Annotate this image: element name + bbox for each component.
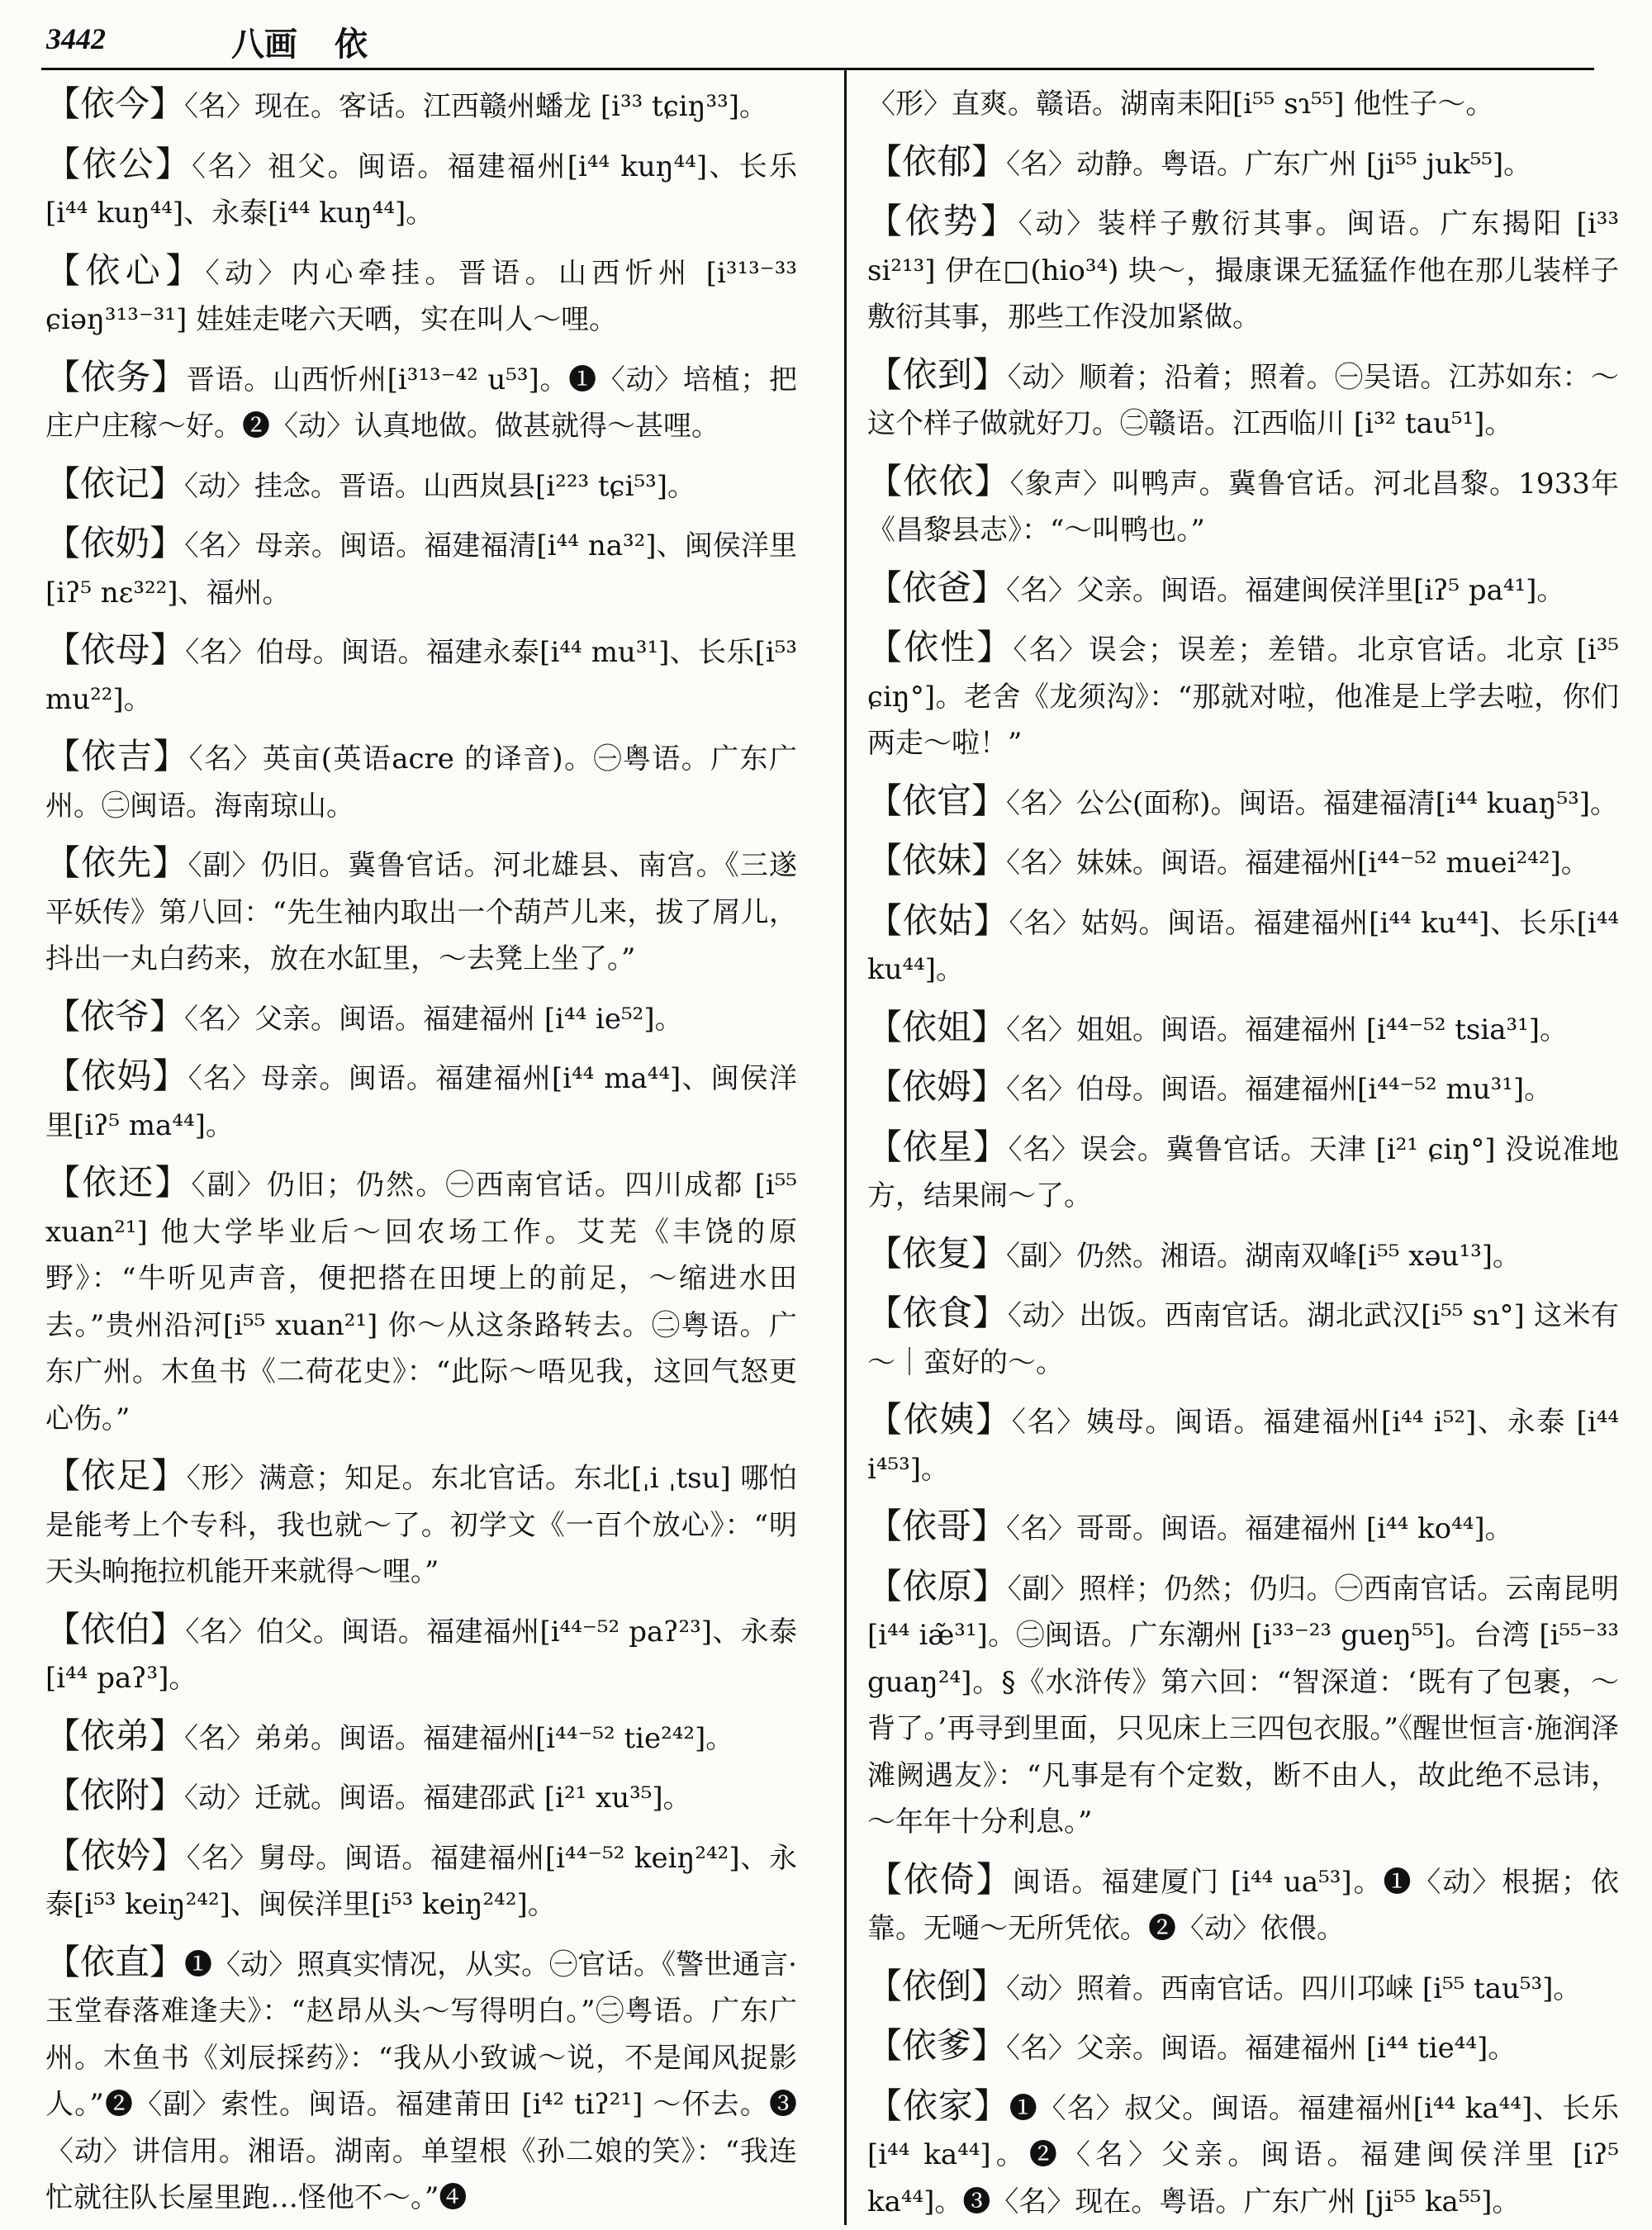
- entry-definition: ❶〈动〉照真实情况，从实。㊀官话。《警世通言·玉堂春落难逢夫》：“赵昂从头～写得明白。”㊁粤语。广东广州。木鱼书《刘辰採药》：“我从小致诚～说，不是闻风捉影人。”❷〈副〉索性。闽语。福建莆田 [i⁴² tiʔ²¹] ～伓去。❸〈动〉讲信用。湘语。湖南。单望根《孙二娘的笑》：“我连忙就往队长屋里跑…怪他不～。”❹: [45, 1948, 797, 2214]
- bracket-close: 】: [150, 523, 185, 563]
- bracket-close: 】: [150, 995, 185, 1037]
- entry-definition: 〈动〉照着。西南官话。四川邛崃 [i⁵⁵ tau⁵³]。: [1006, 1971, 1582, 2005]
- entry-headword: 依记: [80, 463, 150, 504]
- dictionary-entry: [45, 1453, 797, 1596]
- entry-headword: 依食: [902, 1293, 973, 1333]
- entry-definition: 〈动〉顺着；沿着；照着。㊀吴语。江苏如东：～这个样子做就好刀。㊁赣语。江西临川 [i³² tau⁵¹]。: [867, 360, 1619, 440]
- bracket-open: 【: [867, 460, 904, 501]
- dictionary-entry: [867, 565, 1619, 614]
- dictionary-entry: [867, 1857, 1619, 1952]
- entry-headword: 依还: [82, 1162, 155, 1203]
- dictionary-entry: [867, 458, 1619, 554]
- bracket-close: 】: [154, 143, 192, 184]
- entry-headword: 依家: [902, 2085, 974, 2126]
- dictionary-entry: [867, 352, 1619, 448]
- right-column: [867, 81, 1619, 2220]
- bracket-open: 【: [867, 2025, 903, 2066]
- bracket-close: 】: [971, 1965, 1007, 2006]
- bracket-close: 】: [972, 1293, 1008, 1333]
- bracket-close: 】: [154, 1162, 192, 1203]
- entry-definition: 〈动〉装样子敷衍其事。闽语。广东揭阳 [i³³ si²¹³] 伊在□(hio³⁴) 块～，撮康课无猛猛作他在那儿装样子敷衍其事，那些工作没加紧做。: [867, 207, 1619, 334]
- entry-headword: 依姆: [902, 1066, 972, 1107]
- bracket-open: 【: [45, 1455, 81, 1496]
- bracket-close: 】: [972, 1565, 1008, 1606]
- entry-headword: 依爹: [902, 2025, 972, 2066]
- bracket-close: 】: [971, 1066, 1007, 1107]
- bracket-close: 】: [972, 353, 1008, 395]
- entry-headword: 依吉: [81, 736, 154, 776]
- entry-definition: 〈名〉公公(面称)。闽语。福建福清[i⁴⁴ kuaŋ⁵³]。: [1006, 786, 1618, 820]
- dictionary-entry: [45, 1772, 797, 1822]
- entry-definition: 〈动〉内心牵挂。晋语。山西忻州 [i³¹³⁻³³ ɕiəŋ³¹³⁻³¹] 娃娃走咾六天哂，实在叫人～哩。: [45, 256, 797, 336]
- bracket-open: 【: [867, 1006, 903, 1047]
- dictionary-entry: [45, 1939, 797, 2221]
- entry-definition: 〈名〉哥哥。闽语。福建福州 [i⁴⁴ ko⁴⁴]。: [1006, 1512, 1513, 1545]
- bracket-close: 】: [153, 736, 189, 776]
- entry-headword: 依伯: [80, 1608, 150, 1649]
- bracket-close: 】: [150, 83, 185, 124]
- dictionary-entry: [867, 1397, 1619, 1492]
- bracket-open: 【: [45, 736, 82, 776]
- entry-definition: 〈名〉动静。粤语。广东广州 [ji⁵⁵ juk⁵⁵]。: [1006, 147, 1532, 181]
- entry-definition: 〈名〉伯母。闽语。福建永泰[i⁴⁴ mu³¹]、长乐[i⁵³ mu²²]。: [45, 636, 797, 716]
- entry-definition: 〈动〉迁就。闽语。福建邵武 [i²¹ xu³⁵]。: [184, 1782, 691, 1815]
- entry-definition: 晋语。山西忻州[i³¹³⁻⁴² u⁵³]。❶〈动〉培植；把庄户庄稼～好。❷〈动〉认真地做。做甚就得～甚哩。: [45, 363, 797, 443]
- dictionary-entry: [45, 1160, 797, 1442]
- bracket-open: 【: [867, 140, 903, 182]
- entry-headword: 依妹: [902, 840, 972, 880]
- bracket-open: 【: [867, 1126, 903, 1167]
- bracket-open: 【: [867, 1232, 903, 1274]
- entry-definition: 〈名〉母亲。闽语。福建福州[i⁴⁴ ma⁴⁴]、闽侯洋里[iʔ⁵ ma⁴⁴]。: [45, 1062, 797, 1142]
- entry-headword: 依倚: [903, 1858, 976, 1900]
- bracket-close: 】: [150, 629, 186, 670]
- bracket-open: 【: [45, 249, 86, 291]
- entry-headword: 依直: [80, 1941, 150, 1982]
- left-column: [45, 81, 797, 2220]
- entry-definition: 〈名〉祖父。闽语。福建福州[i⁴⁴ kuŋ⁴⁴]、长乐[i⁴⁴ kuŋ⁴⁴]、永泰[i⁴⁴ kuŋ⁴⁴]。: [45, 149, 797, 230]
- bracket-close: 】: [971, 2025, 1007, 2066]
- entry-headword: 依势: [904, 201, 981, 241]
- entry-headword: 依妈: [81, 1056, 153, 1096]
- bracket-open: 【: [867, 1506, 903, 1546]
- entry-definition: 〈名〉父亲。闽语。福建闽侯洋里[iʔ⁵ pa⁴¹]。: [1006, 573, 1565, 607]
- bracket-open: 【: [867, 567, 903, 608]
- bracket-close: 】: [151, 1455, 187, 1496]
- bracket-open: 【: [45, 995, 81, 1037]
- dictionary-entry: [45, 141, 797, 237]
- entry-headword: 依性: [904, 627, 977, 667]
- dictionary-entry: [867, 198, 1619, 341]
- entry-headword: 依附: [80, 1775, 150, 1815]
- bracket-close: 】: [973, 899, 1009, 941]
- entry-headword: 依官: [902, 780, 972, 821]
- bracket-close: 】: [971, 1232, 1007, 1274]
- dictionary-entry: [867, 624, 1619, 767]
- bracket-close: 】: [150, 463, 185, 504]
- entry-definition: 〈名〉误会；误差；差错。北京官话。北京 [i³⁵ ɕiŋ°]。老舍《龙须沟》：“那就对啦，他准是上学去啦，你们两走～啦！”: [867, 633, 1619, 760]
- bracket-open: 【: [45, 842, 82, 883]
- entry-definition: 闽语。福建厦门 [i⁴⁴ ua⁵³]。❶〈动〉根据；依靠。无嗵～无所凭依。❷〈动〉依偎。: [867, 1865, 1619, 1945]
- bracket-close: 】: [150, 1608, 186, 1649]
- bracket-open: 【: [867, 780, 903, 821]
- entry-definition: 〈名〉伯母。闽语。福建福州[i⁴⁴⁻⁵² mu³¹]。: [1006, 1073, 1553, 1106]
- entry-headword: 依到: [902, 353, 973, 395]
- dictionary-entry: [45, 733, 797, 829]
- bracket-open: 【: [867, 353, 903, 395]
- dictionary-entry: [45, 461, 797, 510]
- bracket-open: 【: [45, 629, 81, 670]
- bracket-open: 【: [45, 463, 81, 504]
- column-divider: [844, 69, 847, 2225]
- bracket-open: 【: [45, 1941, 81, 1982]
- entry-headword: 依妗: [80, 1834, 152, 1876]
- entry-definition: 〈名〉父亲。闽语。福建福州 [i⁴⁴ ie⁵²]。: [184, 1002, 683, 1036]
- bracket-close: 】: [150, 1941, 185, 1982]
- dictionary-entry: [867, 2023, 1619, 2072]
- entry-definition: 〈名〉姐姐。闽语。福建福州 [i⁴⁴⁻⁵² tsia³¹]。: [1006, 1013, 1569, 1046]
- dictionary-entry: [867, 1963, 1619, 2013]
- entry-definition: 〈名〉现在。客话。江西赣州蟠龙 [i³³ tɕiŋ³³]。: [184, 90, 768, 123]
- entry-headword: 依母: [80, 629, 150, 670]
- continued-entry-text: 〈形〉直爽。赣语。湖南耒阳[i⁵⁵ sɿ⁵⁵] 他性子～。: [867, 88, 1494, 121]
- entry-definition: 〈名〉姑妈。闽语。福建福州[i⁴⁴ ku⁴⁴]、长乐[i⁴⁴ ku⁴⁴]。: [867, 906, 1619, 986]
- dictionary-entry: [867, 1563, 1619, 1846]
- bracket-open: 【: [867, 201, 905, 241]
- entry-headword: 依爷: [80, 995, 150, 1037]
- bracket-open: 【: [867, 2085, 903, 2126]
- bracket-open: 【: [45, 1162, 83, 1203]
- dictionary-entry: [45, 520, 797, 616]
- bracket-close: 】: [980, 201, 1018, 241]
- stroke-count: 八画: [231, 25, 297, 64]
- entry-headword: 依心: [85, 249, 166, 291]
- bracket-open: 【: [867, 1399, 904, 1440]
- bracket-open: 【: [867, 1293, 903, 1333]
- dictionary-entry: [45, 354, 797, 450]
- entry-definition: 〈名〉英亩(英语acre 的译音)。㊀粤语。广东广州。㊁闽语。海南琼山。: [45, 743, 797, 823]
- entry-headword: 依务: [80, 356, 152, 397]
- bracket-close: 】: [150, 1775, 185, 1815]
- entry-headword: 依今: [80, 83, 150, 124]
- bracket-open: 【: [867, 1965, 903, 2006]
- entry-headword: 依依: [903, 460, 975, 501]
- entry-headword: 依姑: [902, 899, 974, 941]
- dictionary-entry: [867, 1290, 1619, 1386]
- bracket-close: 】: [151, 356, 187, 397]
- dictionary-entry: [867, 1064, 1619, 1113]
- dictionary-entry: [867, 1231, 1619, 1280]
- bracket-close: 】: [976, 1399, 1012, 1440]
- dictionary-entry: [867, 778, 1619, 828]
- entry-definition: 〈名〉弟弟。闽语。福建福州[i⁴⁴⁻⁵² tie²⁴²]。: [184, 1721, 734, 1755]
- bracket-close: 】: [972, 1126, 1009, 1167]
- bracket-open: 【: [867, 627, 904, 667]
- dictionary-entry: [45, 840, 797, 983]
- entry-definition: 〈动〉出饭。西南官话。湖北武汉[i⁵⁵ sɿ°] 这米有～｜蛮好的～。: [867, 1299, 1619, 1379]
- bracket-close: 】: [971, 140, 1007, 182]
- bracket-open: 【: [867, 1858, 904, 1900]
- entry-headword: 依爸: [902, 567, 972, 608]
- bracket-close: 】: [152, 1056, 188, 1096]
- bracket-open: 【: [867, 1066, 903, 1107]
- entry-headword: 依足: [80, 1455, 152, 1496]
- page-number: 3442: [46, 22, 106, 55]
- entry-headword: 依公: [82, 143, 155, 184]
- entry-headword: 依姨: [903, 1399, 976, 1440]
- entry-headword: 依哥: [902, 1506, 972, 1546]
- entry-headword: 依倒: [902, 1965, 972, 2006]
- dictionary-entry: [867, 2083, 1619, 2221]
- dictionary-entry: [45, 1606, 797, 1702]
- bracket-open: 【: [45, 356, 81, 397]
- entry-definition: 〈名〉父亲。闽语。福建福州 [i⁴⁴ tie⁴⁴]。: [1006, 2032, 1517, 2065]
- bracket-close: 】: [971, 780, 1007, 821]
- entry-headword: 依星: [902, 1126, 973, 1167]
- bracket-close: 】: [974, 460, 1010, 501]
- bracket-open: 【: [867, 840, 903, 880]
- dictionary-entry: [45, 81, 797, 130]
- dictionary-entry: [867, 898, 1619, 994]
- bracket-open: 【: [45, 1715, 81, 1756]
- bracket-open: 【: [45, 523, 81, 563]
- dictionary-entry: [45, 1713, 797, 1763]
- entry-definition: 〈形〉满意；知足。东北官话。东北[ˌi ˌtsu] 哪怕是能考上个专科，我也就～了。初学文《一百个放心》：“明天头晌拖拉机能开来就得～哩。”: [45, 1462, 797, 1588]
- entry-definition: 〈名〉舅母。闽语。福建福州[i⁴⁴⁻⁵² keiŋ²⁴²]、永泰[i⁵³ keiŋ²⁴²]、闽侯洋里[i⁵³ keiŋ²⁴²]。: [45, 1841, 797, 1921]
- entry-headword: 依姐: [902, 1006, 972, 1047]
- entry-definition: 〈名〉误会。冀鲁官话。天津 [i²¹ ɕiŋ°] 没说准地方，结果闹～了。: [867, 1132, 1619, 1212]
- dictionary-entry: [867, 139, 1619, 188]
- dictionary-entry: [45, 627, 797, 723]
- head-character: 依: [335, 25, 368, 64]
- bracket-close: 】: [971, 1006, 1007, 1047]
- bracket-close: 】: [971, 1506, 1007, 1546]
- entry-definition: ❶〈名〉叔父。闽语。福建福州[i⁴⁴ ka⁴⁴]、长乐 [i⁴⁴ ka⁴⁴]。❷〈名〉父亲。闽语。福建闽侯洋里 [iʔ⁵ ka⁴⁴]。❸〈名〉现在。粤语。广东广州 [ji⁵⁵ ka⁵⁵]。: [867, 2091, 1619, 2218]
- entry-headword: 依复: [902, 1232, 972, 1274]
- bracket-close: 】: [973, 2085, 1009, 2126]
- entry-headword: 依原: [902, 1565, 973, 1606]
- bracket-close: 】: [152, 842, 188, 883]
- dictionary-entry: [867, 837, 1619, 887]
- dictionary-entry: [45, 248, 797, 344]
- bracket-open: 【: [45, 1056, 82, 1096]
- entry-definition: 〈象声〉叫鸭声。冀鲁官话。河北昌黎。1933年《昌黎县志》：“～叫鸭也。”: [867, 467, 1619, 547]
- page-header: [41, 0, 1594, 70]
- dictionary-entry: [867, 1004, 1619, 1054]
- entry-headword: 依郁: [902, 140, 972, 182]
- bracket-open: 【: [45, 1775, 81, 1815]
- entry-definition: 〈副〉仍旧。冀鲁官话。河北雄县、南宫。《三遂平妖传》第八回：“先生袖内取出一个葫芦儿来，拔了屑儿，抖出一丸白药来，放在水缸里，～去凳上坐了。”: [45, 849, 797, 975]
- bracket-close: 】: [976, 627, 1014, 667]
- dictionary-entry: [45, 1833, 797, 1929]
- bracket-open: 【: [45, 1834, 81, 1876]
- entry-definition: 〈名〉姨母。闽语。福建福州[i⁴⁴ i⁵²]、永泰 [i⁴⁴ i⁴⁵³]。: [867, 1406, 1619, 1486]
- entry-definition: 〈动〉挂念。晋语。山西岚县[i²²³ tɕi⁵³]。: [184, 469, 695, 503]
- bracket-open: 【: [45, 1608, 81, 1649]
- dictionary-entry: [867, 1124, 1619, 1220]
- dictionary-entry: [45, 994, 797, 1043]
- bracket-close: 】: [971, 567, 1007, 608]
- dictionary-entry: [867, 1503, 1619, 1553]
- bracket-close: 】: [165, 249, 206, 291]
- bracket-close: 】: [151, 1834, 187, 1876]
- dictionary-entry: [45, 1053, 797, 1149]
- bracket-close: 】: [971, 840, 1007, 880]
- entry-definition: 〈名〉母亲。闽语。福建福清[i⁴⁴ na³²]、闽侯洋里[iʔ⁵ nɛ³²²]、福州。: [45, 529, 797, 610]
- bracket-open: 【: [867, 1565, 903, 1606]
- entry-headword: 依奶: [80, 523, 150, 563]
- bracket-close: 】: [976, 1858, 1013, 1900]
- entry-headword: 依先: [81, 842, 153, 883]
- bracket-close: 】: [150, 1715, 185, 1756]
- entry-definition: 〈名〉伯父。闽语。福建福州[i⁴⁴⁻⁵² paʔ²³]、永泰 [i⁴⁴ paʔ³]。: [45, 1615, 797, 1695]
- entry-definition: 〈名〉妹妹。闽语。福建福州[i⁴⁴⁻⁵² muei²⁴²]。: [1006, 847, 1589, 880]
- entry-definition: 〈副〉仍然。湘语。湖南双峰[i⁵⁵ xəu¹³]。: [1006, 1239, 1521, 1273]
- bracket-open: 【: [867, 899, 903, 941]
- entry-definition: 〈副〉仍旧；仍然。㊀西南官话。四川成都 [i⁵⁵ xuan²¹] 他大学毕业后～回农场工作。艾芜《丰饶的原野》：“牛听见声音，便把搭在田埂上的前足，～缩进水田去。”贵州沿河[i⁵⁵ xuan²¹] 你～从这条路转去。㊁粤语。广东广州。木鱼书《二荷花史》：“此际～唔见我，这回气怒更心伤。”: [45, 1169, 797, 1435]
- entry-headword: 依弟: [80, 1715, 150, 1756]
- bracket-open: 【: [45, 83, 81, 124]
- entry-definition: 〈副〉照样；仍然；仍归。㊀西南官话。云南昆明 [i⁴⁴ iæ̃³¹]。㊁闽语。广东潮州 [i³³⁻²³ gueŋ⁵⁵]。台湾 [i⁵⁵⁻³³ guaŋ²⁴]。§《水浒传》第六回：“智深道：‘既有了包裹，～背了。’再寻到里面，只见床上三四包衣服。”《醒世恒言·施润泽滩阙遇友》：“凡事是有个定数，断不由人，故此绝不忌讳，～年年十分利息。”: [867, 1572, 1619, 1839]
- bracket-open: 【: [45, 143, 83, 184]
